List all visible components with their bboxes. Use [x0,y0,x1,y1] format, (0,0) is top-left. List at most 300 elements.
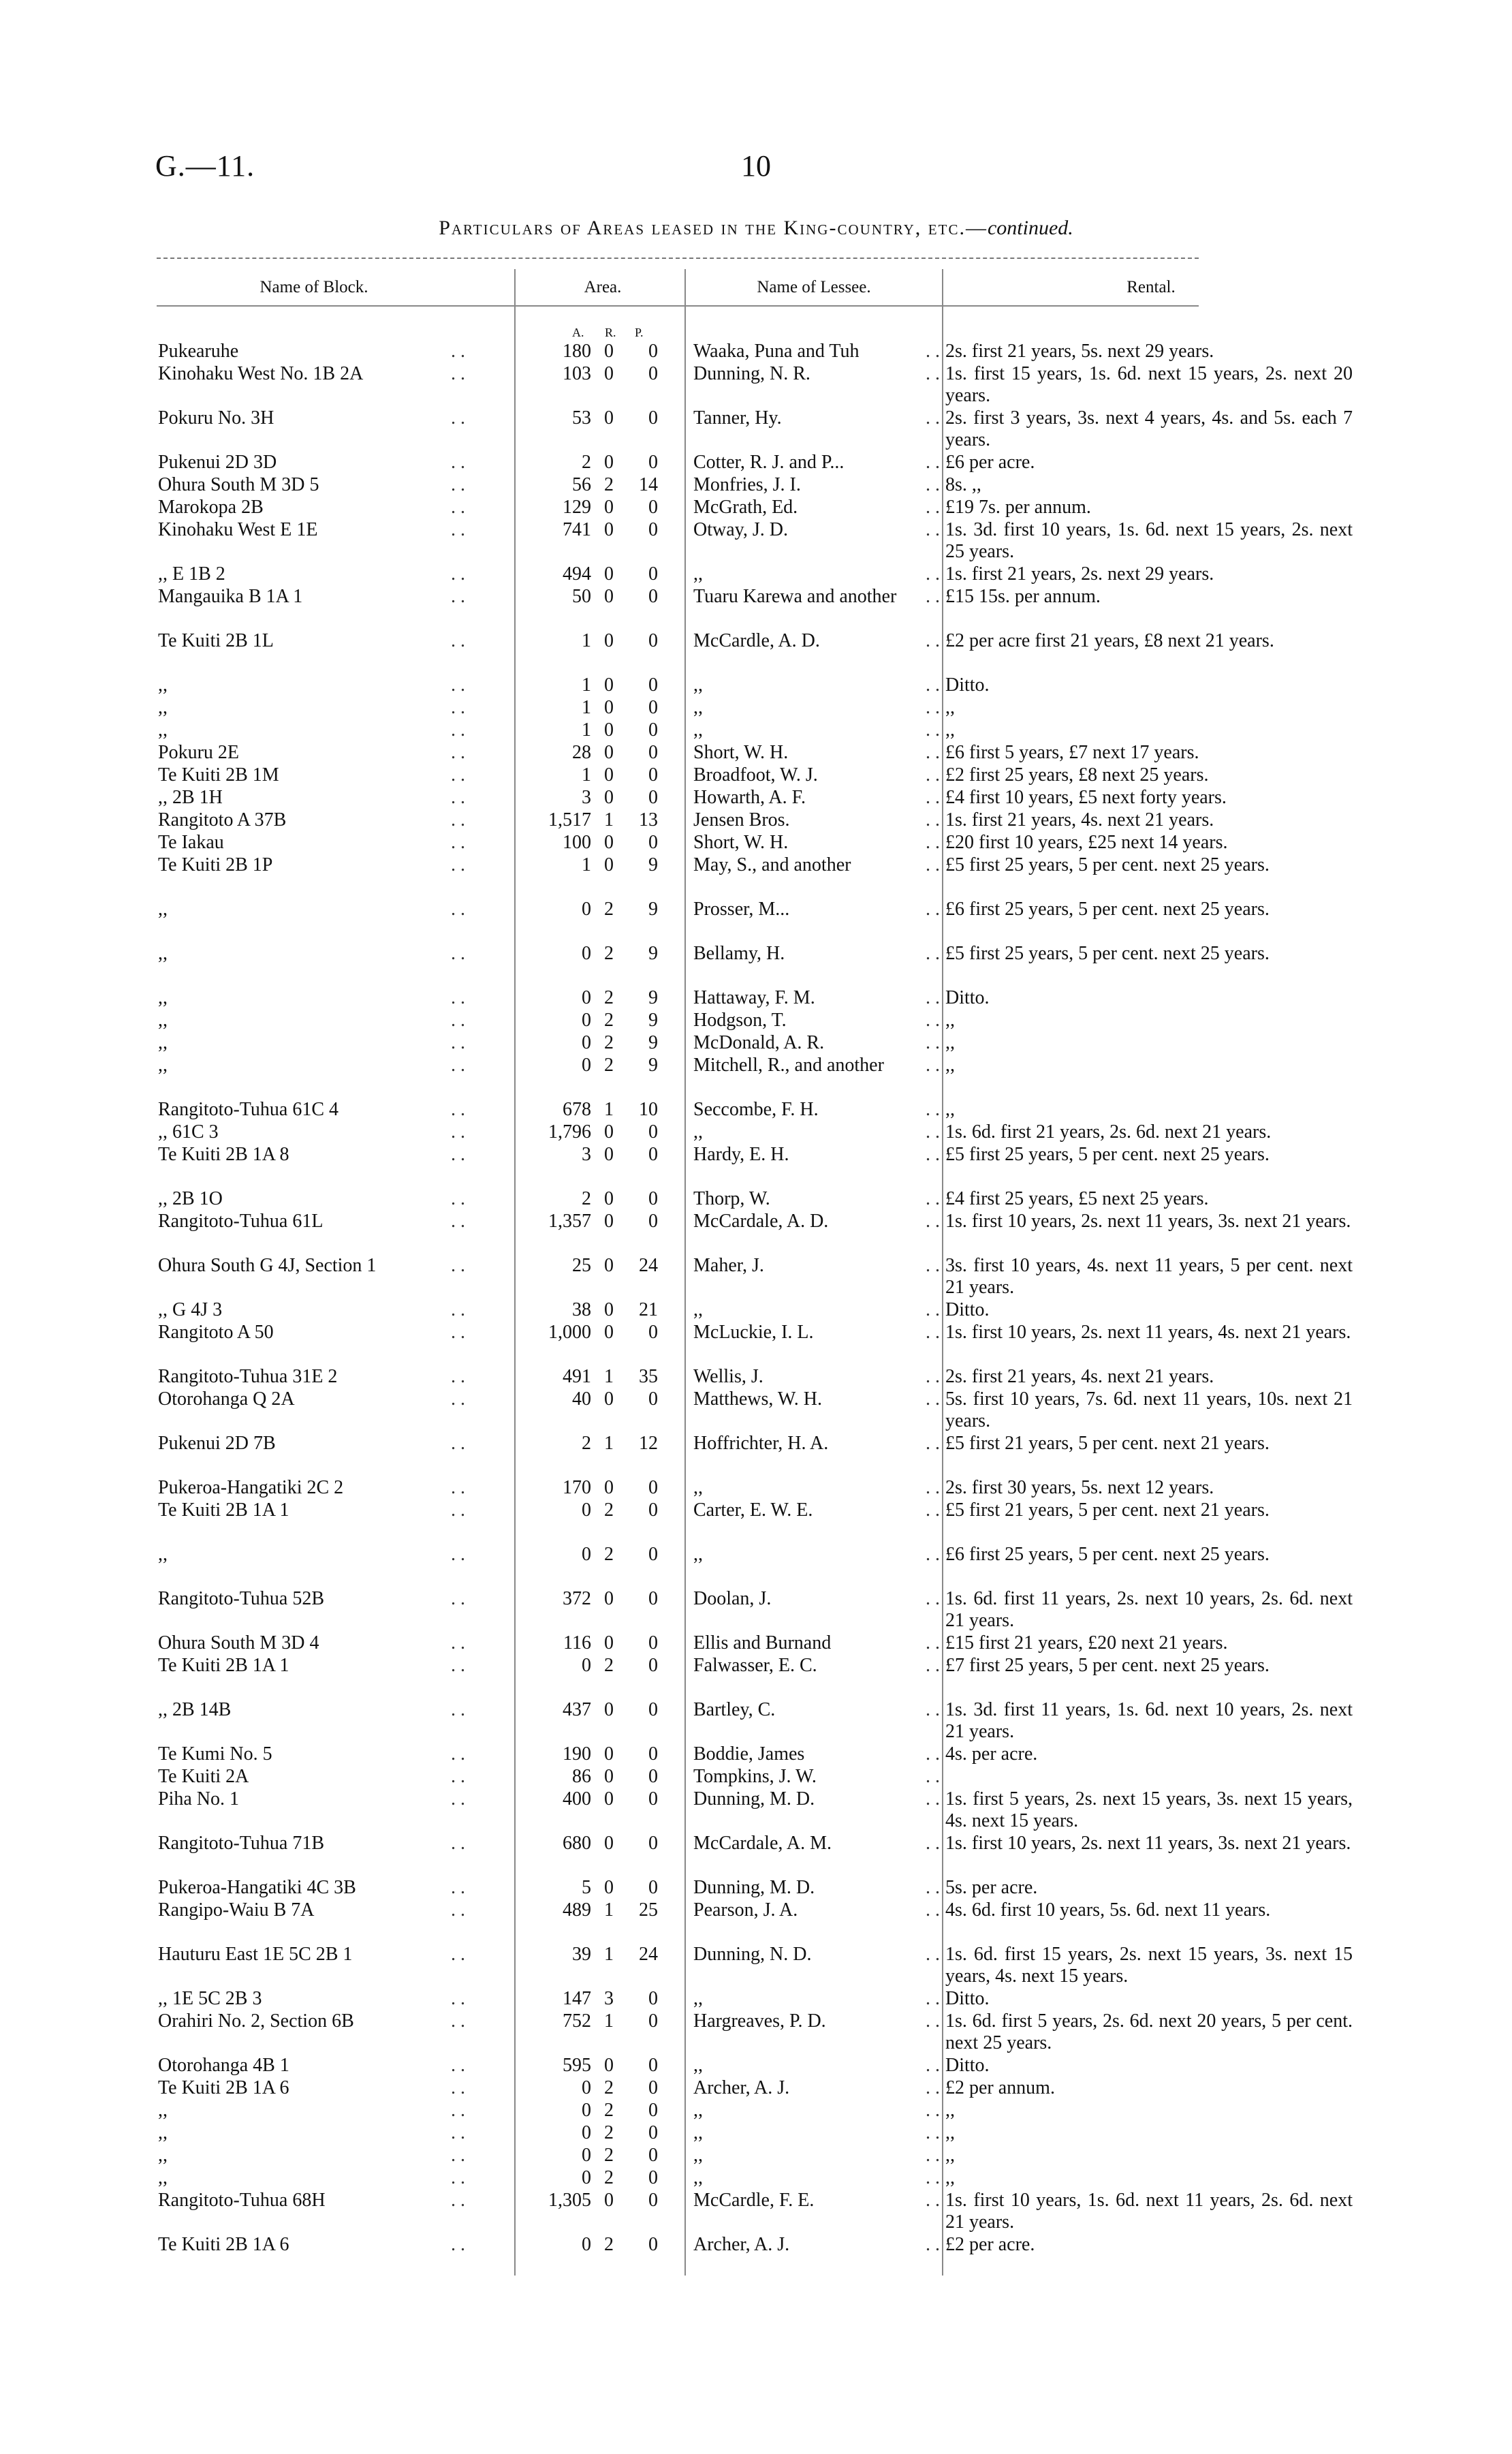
area-acres: 38 [572,1299,591,1320]
table-row [0,742,1512,764]
area-perches: 0 [648,2122,658,2143]
table-row [0,2122,1512,2145]
block-name: ,, 61C 3 [158,1121,219,1143]
area-perches: 13 [639,809,658,830]
rental-terms: £15 first 21 years, £20 next 21 years. [945,1632,1228,1653]
leader-dots: . . [926,2055,940,2076]
leader-dots: . . [451,1188,465,1209]
rental-terms: 1s. first 10 years, 2s. next 11 years, 4s. next 21 years. [945,1322,1351,1343]
lessee-name: Matthews, W. H. [693,1388,822,1410]
area-perches: 0 [648,1388,658,1410]
rental-terms: £2 per annum. [945,2077,1055,2098]
lessee-name: ,, [693,2167,703,2188]
lessee-name: Waaka, Puna and Tuh [693,341,860,362]
area-roods: 3 [604,1988,614,2009]
table-row [0,719,1512,742]
leader-dots: . . [926,1477,940,1498]
lessee-name: McDonald, A. R. [693,1032,825,1053]
area-acres: 3 [582,787,591,808]
area-roods: 1 [604,809,614,830]
area-acres: 491 [563,1366,591,1387]
area-perches: 0 [648,1833,658,1854]
area-perches: 14 [639,474,658,495]
leader-dots: . . [926,1010,940,1031]
lessee-name: McLuckie, I. L. [693,1322,814,1343]
block-name: ,, [158,2100,168,2121]
block-name: Pukeroa-Hangatiki 2C 2 [158,1477,344,1498]
table-row [0,2234,1512,2256]
area-units-row [0,320,1512,341]
leader-dots: . . [926,1833,940,1854]
leader-dots: . . [926,452,940,473]
area-acres: 0 [582,987,591,1008]
rental-terms: ,, [945,2122,955,2143]
area-perches: 0 [648,1632,658,1653]
block-name: ,, E 1B 2 [158,563,225,585]
leader-dots: . . [451,1299,465,1320]
rental-terms: ,, [945,1010,955,1031]
area-roods: 0 [604,1788,614,1810]
lessee-name: ,, [693,674,703,696]
area-acres: 0 [582,1055,591,1076]
lessee-name: Dunning, N. D. [693,1944,812,1965]
area-perches: 9 [648,1032,658,1053]
leader-dots: . . [451,519,465,540]
area-acres: 1 [582,697,591,718]
unit-perches: P. [635,326,644,339]
area-perches: 0 [648,1500,658,1521]
table-row [0,563,1512,586]
lessee-name: Boddie, James [693,1743,805,1765]
area-perches: 0 [648,1544,658,1565]
block-name: Rangitoto-Tuhua 31E 2 [158,1366,338,1387]
area-roods: 0 [604,563,614,585]
table-row [0,1255,1512,1299]
area-acres: 5 [582,1877,591,1898]
block-name: Pukearuhe [158,341,239,362]
rental-terms: 1s. 6d. first 15 years, 2s. next 15 years, 3s. next 15 years, 4s. next 15 years. [945,1944,1353,1987]
area-acres: 53 [572,407,591,429]
area-roods: 0 [604,697,614,718]
block-name: Pokuru No. 3H [158,407,274,429]
area-acres: 39 [572,1944,591,1965]
rental-terms: 1s. first 10 years, 2s. next 11 years, 3s. next 21 years. [945,1833,1351,1854]
leader-dots: . . [451,1010,465,1031]
leader-dots: . . [926,2234,940,2255]
area-perches: 0 [648,1121,658,1143]
lessee-name: Tuaru Karewa and another [693,586,897,607]
area-roods: 0 [604,832,614,853]
area-perches: 0 [648,2234,658,2255]
area-acres: 1 [582,674,591,696]
unit-roods: R. [605,326,616,339]
area-perches: 9 [648,987,658,1008]
leader-dots: . . [926,519,940,540]
block-name: ,, [158,2145,168,2166]
lessee-name: ,, [693,1299,703,1320]
area-acres: 678 [563,1099,591,1120]
area-roods: 0 [604,1121,614,1143]
area-perches: 0 [648,697,658,718]
area-perches: 21 [639,1299,658,1320]
leader-dots: . . [451,1032,465,1053]
block-name: Pokuru 2E [158,742,239,763]
lessee-name: Doolan, J. [693,1588,772,1609]
lessee-name: Otway, J. D. [693,519,788,540]
area-perches: 0 [648,1211,658,1232]
leader-dots: . . [926,1988,940,2009]
table-row [0,1144,1512,1188]
area-roods: 2 [604,987,614,1008]
lessee-name: Jensen Bros. [693,809,790,830]
area-perches: 0 [648,2190,658,2211]
rental-terms: Ditto. [945,987,990,1008]
table-title [0,217,1512,240]
table-row [0,2100,1512,2122]
block-name: Otorohanga Q 2A [158,1388,295,1410]
leader-dots: . . [451,832,465,853]
leader-dots: . . [926,2145,940,2166]
lessee-name: Short, W. H. [693,742,789,763]
leader-dots: . . [451,1988,465,2009]
block-name: Te Kuiti 2B 1A 8 [158,1144,289,1165]
leader-dots: . . [926,1899,940,1921]
leader-dots: . . [926,1366,940,1387]
lessee-name: ,, [693,2122,703,2143]
leader-dots: . . [451,1588,465,1609]
lessee-name: McCardale, A. D. [693,1211,829,1232]
area-roods: 2 [604,2234,614,2255]
area-acres: 3 [582,1144,591,1165]
area-roods: 2 [604,1055,614,1076]
area-acres: 0 [582,1500,591,1521]
table-row [0,2167,1512,2190]
area-roods: 1 [604,1433,614,1454]
rental-terms: £6 first 25 years, 5 per cent. next 25 years. [945,899,1270,920]
block-name: Te Kuiti 2B 1P [158,854,273,875]
leader-dots: . . [926,1544,940,1565]
area-roods: 2 [604,2122,614,2143]
area-roods: 2 [604,2077,614,2098]
leader-dots: . . [451,1055,465,1076]
area-acres: 1 [582,630,591,651]
rental-terms: £5 first 25 years, 5 per cent. next 25 years. [945,943,1270,964]
leader-dots: . . [451,630,465,651]
table-row [0,1388,1512,1433]
rental-terms: 2s. first 21 years, 4s. next 21 years. [945,1366,1214,1387]
area-acres: 437 [563,1699,591,1720]
area-roods: 2 [604,474,614,495]
table-row [0,2055,1512,2077]
area-perches: 0 [648,1188,658,1209]
block-name: ,, [158,697,168,718]
area-acres: 1,357 [548,1211,591,1232]
area-acres: 0 [582,2145,591,2166]
rental-terms: Ditto. [945,1988,990,2009]
table-row [0,630,1512,674]
area-perches: 0 [648,2077,658,2098]
block-name: ,, [158,2122,168,2143]
leader-dots: . . [451,1500,465,1521]
area-acres: 2 [582,1188,591,1209]
table-row [0,1322,1512,1366]
rental-terms: ,, [945,2167,955,2188]
area-roods: 0 [604,586,614,607]
table-row [0,497,1512,519]
table-row [0,1121,1512,1144]
area-roods: 2 [604,1544,614,1565]
leader-dots: . . [926,1188,940,1209]
area-perches: 0 [648,1322,658,1343]
block-name: Rangitoto-Tuhua 61L [158,1211,324,1232]
area-acres: 50 [572,586,591,607]
area-acres: 86 [572,1766,591,1787]
table-row [0,1055,1512,1099]
block-name: Rangitoto-Tuhua 61C 4 [158,1099,338,1120]
area-roods: 0 [604,1743,614,1765]
report-reference: G.—11. [155,149,255,183]
lessee-name: ,, [693,2100,703,2121]
table-row [0,1944,1512,1988]
lessee-name: ,, [693,2145,703,2166]
leader-dots: . . [926,854,940,875]
area-perches: 0 [648,2167,658,2188]
rental-terms: £4 first 25 years, £5 next 25 years. [945,1188,1209,1209]
block-name: ,, [158,674,168,696]
table-row [0,407,1512,452]
table-row [0,787,1512,809]
area-roods: 1 [604,1366,614,1387]
leader-dots: . . [926,1788,940,1810]
block-name: Pukenui 2D 7B [158,1433,276,1454]
leader-dots: . . [451,742,465,763]
leader-dots: . . [926,363,940,384]
leader-dots: . . [451,1877,465,1898]
area-roods: 0 [604,674,614,696]
area-perches: 9 [648,1010,658,1031]
area-perches: 0 [648,2145,658,2166]
leader-dots: . . [451,1944,465,1965]
leader-dots: . . [926,2010,940,2032]
table-row [0,1988,1512,2010]
leader-dots: . . [451,719,465,741]
rental-terms: 1s. first 15 years, 1s. 6d. next 15 years, 2s. next 20 years. [945,363,1353,406]
rental-terms: 1s. first 21 years, 2s. next 29 years. [945,563,1214,585]
area-acres: 2 [582,452,591,473]
col-header-lessee: Name of Lessee. [757,278,871,296]
leader-dots: . . [451,1144,465,1165]
lessee-name: Archer, A. J. [693,2077,790,2098]
rental-terms: 1s. 6d. first 11 years, 2s. next 10 years, 2s. 6d. next 21 years. [945,1588,1353,1631]
leader-dots: . . [451,1388,465,1410]
leader-dots: . . [451,1121,465,1143]
rental-terms: £2 per acre. [945,2234,1035,2255]
rental-terms: Ditto. [945,1299,990,1320]
leader-dots: . . [926,1500,940,1521]
rental-terms: 4s. 6d. first 10 years, 5s. 6d. next 11 years. [945,1899,1271,1921]
area-perches: 0 [648,742,658,763]
leader-dots: . . [451,1833,465,1854]
leader-dots: . . [926,787,940,808]
area-acres: 1,000 [548,1322,591,1343]
rental-terms: £7 first 25 years, 5 per cent. next 25 years. [945,1655,1270,1676]
leader-dots: . . [451,2122,465,2143]
table-row [0,764,1512,787]
block-name: Ohura South M 3D 4 [158,1632,319,1653]
leader-dots: . . [451,2190,465,2211]
area-roods: 0 [604,630,614,651]
leader-dots: . . [926,1632,940,1653]
block-name: Rangitoto A 37B [158,809,287,830]
leader-dots: . . [451,1655,465,1676]
area-roods: 0 [604,1877,614,1898]
area-perches: 0 [648,1699,658,1720]
rental-terms: ,, [945,1032,955,1053]
area-acres: 2 [582,1433,591,1454]
block-name: ,, [158,1010,168,1031]
leader-dots: . . [926,674,940,696]
leader-dots: . . [926,764,940,786]
rental-terms: ,, [945,2145,955,2166]
block-name: Pukeroa-Hangatiki 4C 3B [158,1877,356,1898]
table-row [0,674,1512,697]
lease-table [0,320,1512,2256]
lessee-name: Broadfoot, W. J. [693,764,818,786]
leader-dots: . . [926,630,940,651]
area-roods: 0 [604,1144,614,1165]
area-perches: 0 [648,586,658,607]
rental-terms: £5 first 25 years, 5 per cent. next 25 years. [945,854,1270,875]
area-roods: 0 [604,1588,614,1609]
lessee-name: ,, [693,1477,703,1498]
table-row [0,1588,1512,1632]
lessee-name: Hattaway, F. M. [693,987,815,1008]
lessee-name: Prosser, M... [693,899,790,920]
area-acres: 0 [582,1544,591,1565]
area-roods: 1 [604,1099,614,1120]
lessee-name: Tanner, Hy. [693,407,782,429]
block-name: ,, [158,899,168,920]
block-name: Kinohaku West No. 1B 2A [158,363,364,384]
leader-dots: . . [451,586,465,607]
lessee-name: Monfries, J. I. [693,474,801,495]
leader-dots: . . [451,2145,465,2166]
lessee-name: Pearson, J. A. [693,1899,798,1921]
leader-dots: . . [926,563,940,585]
block-name: ,, 2B 1O [158,1188,223,1209]
leader-dots: . . [926,1944,940,1965]
rental-terms: Ditto. [945,674,990,696]
leader-dots: . . [451,787,465,808]
leader-dots: . . [451,407,465,429]
rental-terms: £15 15s. per annum. [945,586,1101,607]
leader-dots: . . [926,474,940,495]
leader-dots: . . [451,1211,465,1232]
rental-terms: 1s. first 10 years, 2s. next 11 years, 3s. next 21 years. [945,1211,1351,1232]
leader-dots: . . [451,764,465,786]
block-name: ,, 1E 5C 2B 3 [158,1988,262,2009]
leader-dots: . . [451,341,465,362]
lessee-name: Hardy, E. H. [693,1144,789,1165]
leader-dots: . . [451,987,465,1008]
leader-dots: . . [451,1433,465,1454]
rental-terms: 3s. first 10 years, 4s. next 11 years, 5 per cent. next 21 years. [945,1255,1353,1298]
leader-dots: . . [451,1766,465,1787]
leader-dots: . . [926,1099,940,1120]
block-name: Rangitoto-Tuhua 52B [158,1588,324,1609]
area-acres: 1,517 [548,809,591,830]
table-row [0,1655,1512,1699]
block-name: ,, G 4J 3 [158,1299,223,1320]
area-acres: 0 [582,2234,591,2255]
area-perches: 0 [648,1743,658,1765]
block-name: Rangitoto-Tuhua 68H [158,2190,326,2211]
leader-dots: . . [451,1632,465,1653]
table-row [0,1010,1512,1032]
leader-dots: . . [451,1255,465,1276]
area-acres: 25 [572,1255,591,1276]
area-perches: 0 [648,1766,658,1787]
rental-terms: 1s. first 10 years, 1s. 6d. next 11 years, 2s. 6d. next 21 years. [945,2190,1353,2233]
area-acres: 0 [582,899,591,920]
leader-dots: . . [451,1699,465,1720]
block-name: Te Kuiti 2B 1A 6 [158,2234,289,2255]
area-acres: 190 [563,1743,591,1765]
block-name: Kinohaku West E 1E [158,519,318,540]
leader-dots: . . [926,1766,940,1787]
rental-terms: ,, [945,2100,955,2121]
block-name: Ohura South G 4J, Section 1 [158,1255,377,1276]
block-name: ,, 2B 1H [158,787,223,808]
block-name: Piha No. 1 [158,1788,239,1810]
table-row [0,832,1512,854]
lessee-name: ,, [693,2055,703,2076]
lessee-name: Dunning, N. R. [693,363,810,384]
rental-terms: £5 first 21 years, 5 per cent. next 21 years. [945,1433,1270,1454]
block-name: Hauturu East 1E 5C 2B 1 [158,1944,353,1965]
leader-dots: . . [926,719,940,741]
area-perches: 0 [648,1877,658,1898]
leader-dots: . . [926,2077,940,2098]
area-roods: 0 [604,854,614,875]
leader-dots: . . [926,1255,940,1276]
rental-terms: 1s. 3d. first 10 years, 1s. 6d. next 15 years, 2s. next 25 years. [945,519,1353,562]
col-header-block: Name of Block. [259,278,368,296]
rental-terms: 1s. 3d. first 11 years, 1s. 6d. next 10 years, 2s. next 21 years. [945,1699,1353,1742]
lessee-name: May, S., and another [693,854,851,875]
table-row [0,697,1512,719]
area-acres: 0 [582,2122,591,2143]
area-perches: 0 [648,519,658,540]
area-roods: 2 [604,1032,614,1053]
area-roods: 0 [604,2055,614,2076]
rental-terms: 5s. per acre. [945,1877,1038,1898]
block-name: Te Iakau [158,832,224,853]
table-row [0,2010,1512,2055]
block-name: Te Kuiti 2B 1M [158,764,279,786]
area-perches: 0 [648,674,658,696]
area-acres: 56 [572,474,591,495]
leader-dots: . . [926,2122,940,2143]
table-row [0,1188,1512,1211]
unit-acres: A. [572,326,584,339]
rental-terms: 8s. ,, [945,474,981,495]
area-perches: 0 [648,2010,658,2032]
table-row [0,854,1512,899]
area-roods: 0 [604,1833,614,1854]
table-row [0,363,1512,407]
rental-terms: Ditto. [945,2055,990,2076]
